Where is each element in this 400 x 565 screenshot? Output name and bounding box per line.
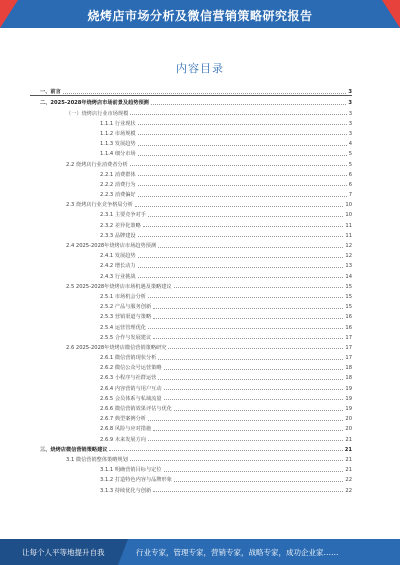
toc-entry[interactable] bbox=[30, 127, 352, 137]
toc-entry-page: 7 bbox=[348, 192, 352, 199]
toc-entry[interactable] bbox=[30, 249, 352, 259]
toc-leader-dots bbox=[153, 491, 343, 492]
toc-leader-dots bbox=[138, 145, 347, 146]
toc-leader-dots bbox=[158, 247, 343, 248]
toc-entry-label: 2.2 烧烤店行业消费者分析 bbox=[66, 161, 128, 168]
toc-entry-page: 5 bbox=[348, 151, 352, 158]
toc-leader-dots bbox=[109, 450, 342, 451]
toc-entry[interactable] bbox=[30, 259, 352, 269]
toc-entry-page: 21 bbox=[345, 436, 352, 443]
toc-title: 内容目录 bbox=[176, 62, 224, 75]
toc-entry[interactable] bbox=[30, 198, 352, 208]
toc-entry[interactable] bbox=[30, 351, 352, 361]
toc-entry[interactable] bbox=[30, 157, 352, 167]
toc-leader-dots bbox=[138, 257, 344, 258]
toc-entry-page: 15 bbox=[345, 293, 352, 300]
toc-entry-page: 13 bbox=[345, 263, 352, 270]
toc-leader-dots bbox=[174, 410, 343, 411]
toc-entry-page: 6 bbox=[348, 171, 352, 178]
toc-entry[interactable] bbox=[30, 463, 352, 473]
toc-entry[interactable] bbox=[30, 280, 352, 290]
toc-leader-dots bbox=[148, 216, 343, 217]
toc-leader-dots bbox=[164, 471, 344, 472]
footer-slogan: 让每个人平等地提升自我 bbox=[22, 548, 105, 557]
toc-leader-dots bbox=[138, 124, 347, 125]
toc-entry-label: 3.1 微信营销整体策略规划 bbox=[66, 456, 128, 463]
toc-entry-page: 20 bbox=[345, 416, 352, 423]
toc-leader-dots bbox=[148, 420, 343, 421]
toc-entry-label: 2.4.1 发展趋势 bbox=[100, 253, 136, 260]
toc-leader-dots bbox=[174, 287, 344, 288]
toc-entry[interactable] bbox=[30, 443, 352, 453]
page-header bbox=[0, 0, 400, 28]
toc-entry-page: 10 bbox=[345, 202, 352, 209]
toc-entry[interactable] bbox=[30, 96, 352, 106]
toc-entry-page: 15 bbox=[345, 283, 352, 290]
toc-entry-label: 2.4 2025-2028年烧烤店市场趋势预测 bbox=[66, 243, 157, 249]
toc-entry-label: 2.3.1 主要竞争对手 bbox=[100, 212, 146, 219]
toc-entry-page: 17 bbox=[345, 334, 352, 341]
toc-entry-page: 3 bbox=[348, 110, 352, 117]
toc-entry[interactable] bbox=[30, 188, 352, 198]
toc-entry[interactable] bbox=[30, 371, 352, 381]
toc-entry-page: 5 bbox=[348, 161, 352, 168]
toc-entry-page: 21 bbox=[344, 446, 352, 453]
toc-leader-dots bbox=[153, 308, 343, 309]
toc-entry[interactable] bbox=[30, 320, 352, 330]
toc-leader-dots bbox=[148, 440, 343, 441]
toc-entry-label: 2.6 2025-2028年烧烤店微信营销策略研究 bbox=[66, 344, 167, 351]
toc-leader-dots bbox=[143, 226, 344, 227]
toc-entry-page: 10 bbox=[345, 212, 352, 219]
toc-entry-label: 2.6.2 微信公众号运营策略 bbox=[100, 365, 162, 372]
toc-entry-label: 2.6.8 风险与应对措施 bbox=[100, 426, 152, 433]
toc-entry-label: 2.5 2025-2028年烧烤店市场机遇及策略建议 bbox=[66, 283, 172, 290]
toc-leader-dots bbox=[153, 318, 343, 319]
toc-entry-page: 12 bbox=[345, 243, 352, 249]
toc-leader-dots bbox=[158, 379, 343, 380]
toc-entry-page: 14 bbox=[345, 273, 352, 280]
toc-leader-dots bbox=[153, 430, 343, 431]
page-footer bbox=[0, 539, 400, 565]
toc-entry[interactable] bbox=[30, 392, 352, 402]
toc-entry[interactable] bbox=[30, 290, 352, 300]
toc-entry-label: 一、前言 bbox=[40, 89, 61, 96]
toc-entry-label: 2.5.1 市场机会分析 bbox=[100, 293, 146, 300]
footer-separator bbox=[118, 539, 128, 565]
toc-entry-page: 19 bbox=[345, 385, 352, 392]
toc-leader-dots bbox=[138, 267, 344, 268]
toc-leader-dots bbox=[138, 134, 347, 135]
toc-leader-dots bbox=[138, 236, 344, 237]
toc-entry-label: 2.3.2 差异化策略 bbox=[100, 222, 141, 229]
toc-entry-page: 6 bbox=[348, 181, 352, 188]
toc-entry[interactable] bbox=[30, 422, 352, 432]
toc-entry-label: 二、2025-2028年烧烤店市场前景及趋势预测 bbox=[40, 100, 149, 107]
toc-entry[interactable] bbox=[30, 310, 352, 320]
toc-leader-dots bbox=[130, 165, 347, 166]
toc-entry[interactable] bbox=[30, 300, 352, 310]
toc-entry[interactable] bbox=[30, 208, 352, 218]
toc-leader-dots bbox=[135, 206, 343, 207]
toc-entry-page: 16 bbox=[345, 324, 352, 331]
toc-leader-dots bbox=[130, 114, 346, 115]
toc-entry-label: 2.5.4 运营管理优化 bbox=[100, 324, 146, 331]
toc-entry-page: 15 bbox=[345, 304, 352, 311]
toc-entry[interactable] bbox=[30, 483, 352, 493]
toc-entry-label: 2.3.3 品牌建设 bbox=[100, 232, 136, 239]
toc-leader-dots bbox=[164, 389, 344, 390]
toc-entry-page: 4 bbox=[348, 141, 352, 148]
toc-leader-dots bbox=[151, 104, 347, 105]
toc-entry[interactable] bbox=[30, 239, 352, 249]
toc-leader-dots bbox=[158, 359, 343, 360]
toc-entry-label: 2.6.7 典型案例分析 bbox=[100, 416, 146, 423]
toc-leader-dots bbox=[148, 297, 343, 298]
toc-entry[interactable] bbox=[30, 137, 352, 147]
toc-entry-label: 2.5.2 产品与服务创新 bbox=[100, 304, 152, 311]
toc-entry-page: 20 bbox=[345, 426, 352, 433]
toc-leader-dots bbox=[138, 277, 344, 278]
toc-entry-label: 2.5.3 营销渠道与策略 bbox=[100, 314, 152, 321]
toc-entry-page: 3 bbox=[348, 130, 352, 137]
toc-entry-page: 17 bbox=[345, 355, 352, 362]
toc-entry[interactable] bbox=[30, 86, 352, 96]
toc-entry-label: 2.2.1 消费群体 bbox=[100, 171, 136, 178]
toc-leader-dots bbox=[174, 481, 343, 482]
toc-entry[interactable] bbox=[30, 178, 352, 188]
toc-entry[interactable] bbox=[30, 341, 352, 351]
footer-tagline: 行业专家，管理专家，营销专家，战略专家，成功企业家…… bbox=[136, 548, 339, 557]
toc-leader-dots bbox=[153, 338, 343, 339]
toc-leader-dots bbox=[63, 93, 347, 94]
toc-entry-page: 3 bbox=[348, 100, 352, 107]
toc-entry[interactable] bbox=[30, 412, 352, 422]
toc-entry-page: 19 bbox=[345, 395, 352, 402]
toc-entry[interactable] bbox=[30, 168, 352, 178]
toc-entry[interactable] bbox=[30, 361, 352, 371]
toc-entry-page: 18 bbox=[345, 375, 352, 382]
toc-entry[interactable] bbox=[30, 402, 352, 412]
toc-entry-label: 三、烧烤店微信营销策略建议 bbox=[40, 446, 108, 453]
table-of-contents bbox=[30, 86, 352, 494]
toc-entry-page: 11 bbox=[345, 222, 352, 229]
toc-entry-label: 2.2.3 消费偏好 bbox=[100, 192, 136, 199]
toc-entry-label: 2.5.5 合作与发展建议 bbox=[100, 334, 152, 341]
toc-entry[interactable] bbox=[30, 331, 352, 341]
toc-entry-page: 22 bbox=[345, 477, 352, 484]
toc-entry-label: 1.1.2 市场规模 bbox=[100, 130, 136, 137]
toc-leader-dots bbox=[148, 328, 343, 329]
toc-entry[interactable] bbox=[30, 229, 352, 239]
toc-entry[interactable] bbox=[30, 147, 352, 157]
toc-leader-dots bbox=[138, 196, 347, 197]
report-title: 烧烤店市场分析及微信营销策略研究报告 bbox=[87, 9, 313, 23]
toc-entry[interactable] bbox=[30, 381, 352, 391]
toc-leader-dots bbox=[168, 348, 343, 349]
toc-entry-label: 3.1.1 明确营销目标与定位 bbox=[100, 467, 162, 474]
toc-entry-page: 11 bbox=[345, 232, 352, 239]
toc-entry-label: 2.4.2 增长动力 bbox=[100, 263, 136, 270]
toc-entry[interactable] bbox=[30, 218, 352, 228]
toc-entry-page: 21 bbox=[345, 467, 352, 474]
toc-entry-page: 18 bbox=[345, 365, 352, 372]
toc-entry-label: 2.6.9 未来发展方向 bbox=[100, 436, 146, 443]
toc-entry-label: 1.1.3 发展趋势 bbox=[100, 141, 136, 148]
toc-entry-label: 2.6.1 微信营销现状分析 bbox=[100, 355, 157, 362]
toc-entry[interactable] bbox=[30, 473, 352, 483]
toc-entry[interactable] bbox=[30, 269, 352, 279]
toc-leader-dots bbox=[138, 175, 347, 176]
toc-entry-label: （一）烧烤店行业市场规模 bbox=[66, 110, 129, 117]
toc-entry-label: 1.1.4 细分市场 bbox=[100, 151, 136, 158]
toc-entry-page: 3 bbox=[348, 120, 352, 127]
toc-entry-label: 2.6.5 会员体系与私域流量 bbox=[100, 395, 162, 402]
toc-leader-dots bbox=[164, 399, 344, 400]
toc-entry-label: 2.6.6 微信营销效果评估与优化 bbox=[100, 406, 172, 412]
toc-entry-page: 22 bbox=[345, 487, 352, 494]
toc-entry-label: 2.2.2 消费行为 bbox=[100, 181, 136, 188]
toc-leader-dots bbox=[138, 185, 347, 186]
toc-leader-dots bbox=[138, 155, 347, 156]
toc-entry-page: 3 bbox=[348, 89, 352, 96]
toc-entry-page: 12 bbox=[345, 253, 352, 260]
toc-entry[interactable] bbox=[30, 453, 352, 463]
toc-entry-label: 2.6.4 内容营销与用户互动 bbox=[100, 385, 162, 392]
toc-entry-page: 21 bbox=[345, 456, 352, 463]
toc-entry-label: 3.1.2 打造特色内容与品牌形象 bbox=[100, 477, 172, 484]
toc-entry-label: 1.1.1 行业现状 bbox=[100, 120, 136, 127]
toc-entry-label: 2.4.3 行业挑战 bbox=[100, 273, 136, 280]
toc-entry-label: 3.1.3 持续优化与创新 bbox=[100, 487, 152, 494]
toc-entry-page: 17 bbox=[345, 344, 352, 351]
toc-entry-page: 16 bbox=[345, 314, 352, 321]
toc-entry[interactable] bbox=[30, 432, 352, 442]
toc-entry-label: 2.3 烧烤店行业竞争格局分析 bbox=[66, 202, 133, 209]
toc-entry[interactable] bbox=[30, 117, 352, 127]
toc-leader-dots bbox=[130, 460, 344, 461]
toc-entry-label: 2.6.3 小程序与社群运营 bbox=[100, 375, 157, 382]
toc-entry[interactable] bbox=[30, 106, 352, 116]
toc-entry-page: 19 bbox=[345, 406, 352, 412]
toc-leader-dots bbox=[164, 369, 344, 370]
